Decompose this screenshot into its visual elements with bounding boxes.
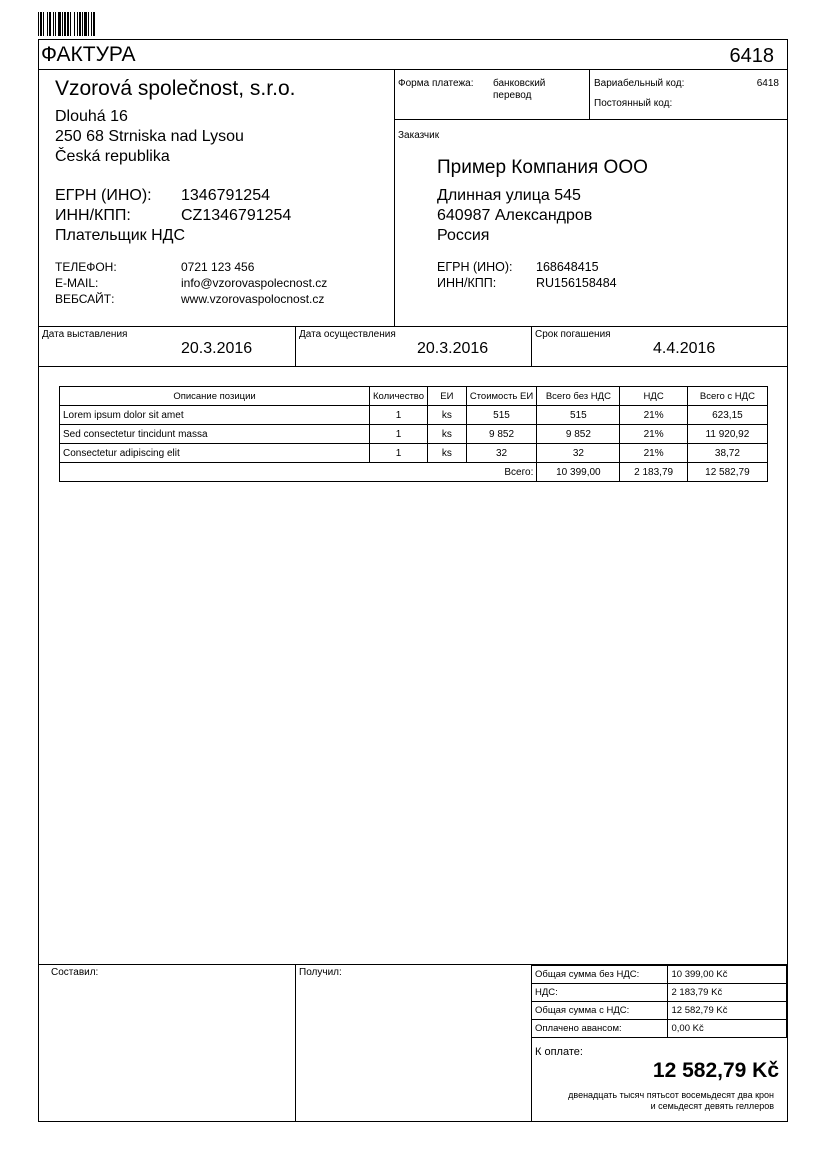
supplier-country: Česká republika <box>55 148 170 165</box>
due-date-label: Срок погашения <box>535 329 611 340</box>
divider <box>295 964 296 1122</box>
customer-label: Заказчик <box>398 130 440 141</box>
item-net-total: 9 852 <box>537 425 620 444</box>
items-table <box>59 386 768 482</box>
item-vat: 21% <box>620 406 687 425</box>
col-header-net-total: Всего без НДС <box>537 387 620 406</box>
issue-date-label: Дата выставления <box>42 329 128 340</box>
email-label: E-MAIL: <box>55 276 99 290</box>
item-unit: ks <box>428 425 467 444</box>
customer-street: Длинная улица 545 <box>437 187 581 204</box>
col-header-vat: НДС <box>620 387 687 406</box>
item-gross-total: 11 920,92 <box>687 425 767 444</box>
received-by-label: Получил: <box>299 967 342 978</box>
sum-gross-value: 12 582,79 Kč <box>668 1002 787 1020</box>
amount-in-words-line-2: и семьдесят девять геллеров <box>650 1101 774 1111</box>
divider <box>38 366 788 367</box>
item-unit: ks <box>428 406 467 425</box>
variable-code-label: Вариабельный код: <box>594 78 685 89</box>
items-header-row <box>60 387 768 406</box>
item-unit-price: 9 852 <box>466 425 537 444</box>
col-header-quantity: Количество <box>370 387 428 406</box>
to-pay-label: К оплате: <box>535 1046 583 1058</box>
col-header-unit: ЕИ <box>428 387 467 406</box>
payment-form-label: Форма платежа: <box>398 78 474 89</box>
item-quantity: 1 <box>370 406 428 425</box>
supplier-street: Dlouhá 16 <box>55 108 128 125</box>
summary-row <box>532 1002 787 1020</box>
document-title: ФАКТУРА <box>41 43 136 66</box>
payment-form-value-2: перевод <box>493 90 532 101</box>
email-value: info@vzorovaspolecnost.cz <box>181 276 328 290</box>
phone-label: ТЕЛЕФОН: <box>55 260 117 274</box>
item-net-total: 32 <box>537 444 620 463</box>
supply-date-value: 20.3.2016 <box>417 340 489 357</box>
supplier-vat-payer: Плательщик НДС <box>55 227 186 244</box>
divider <box>295 326 296 366</box>
customer-egrn-value: 168648415 <box>536 260 599 274</box>
issue-date-value: 20.3.2016 <box>181 340 253 357</box>
item-description: Lorem ipsum dolor sit amet <box>60 406 370 425</box>
supplier-inn-value: CZ1346791254 <box>181 207 292 224</box>
advance-label: Оплачено авансом: <box>532 1020 668 1038</box>
divider <box>531 326 532 366</box>
summary-row <box>532 1020 787 1038</box>
summary-row <box>532 984 787 1002</box>
divider <box>394 69 395 326</box>
item-vat: 21% <box>620 425 687 444</box>
summary-table <box>531 965 787 1038</box>
supplier-name: Vzorová společnost, s.r.o. <box>55 77 296 100</box>
supplier-egrn-value: 1346791254 <box>181 187 270 204</box>
customer-country: Россия <box>437 227 490 244</box>
item-unit: ks <box>428 444 467 463</box>
item-quantity: 1 <box>370 425 428 444</box>
barcode <box>38 12 120 36</box>
item-description: Sed consectetur tincidunt massa <box>60 425 370 444</box>
item-unit-price: 32 <box>466 444 537 463</box>
supplier-inn-label: ИНН/КПП: <box>55 207 131 224</box>
sum-net-label: Общая сумма без НДС: <box>532 966 668 984</box>
amount-in-words-line-1: двенадцать тысяч пятьсот восемьдесят два крон <box>568 1090 774 1100</box>
total-spacer <box>60 463 370 482</box>
customer-inn-label: ИНН/КПП: <box>437 276 497 290</box>
item-description: Consectetur adipiscing elit <box>60 444 370 463</box>
due-date-value: 4.4.2016 <box>653 340 716 357</box>
customer-inn-value: RU156158484 <box>536 276 617 290</box>
item-unit-price: 515 <box>466 406 537 425</box>
to-pay-amount: 12 582,79 Kč <box>652 1059 779 1082</box>
web-label: ВЕБСАЙТ: <box>55 292 115 306</box>
table-row <box>60 406 768 425</box>
supplier-egrn-label: ЕГРН (ИНО): <box>55 187 152 204</box>
items-total-row <box>60 463 768 482</box>
item-vat: 21% <box>620 444 687 463</box>
total-vat: 2 183,79 <box>620 463 687 482</box>
divider <box>394 119 788 120</box>
constant-code-label: Постоянный код: <box>594 98 673 109</box>
supply-date-label: Дата осуществления <box>299 329 396 340</box>
item-gross-total: 38,72 <box>687 444 767 463</box>
invoice-number: 6418 <box>729 45 774 67</box>
vat-label: НДС: <box>532 984 668 1002</box>
web-value: www.vzorovaspolocnost.cz <box>181 292 325 306</box>
table-row <box>60 425 768 444</box>
supplier-city: 250 68 Strniska nad Lysou <box>55 128 244 145</box>
vat-value: 2 183,79 Kč <box>668 984 787 1002</box>
total-gross: 12 582,79 <box>687 463 767 482</box>
divider <box>38 69 788 70</box>
summary-row <box>532 966 787 984</box>
advance-value: 0,00 Kč <box>668 1020 787 1038</box>
col-header-gross-total: Всего с НДС <box>687 387 767 406</box>
sum-net-value: 10 399,00 Kč <box>668 966 787 984</box>
divider <box>589 69 590 119</box>
variable-code-value: 6418 <box>756 78 779 89</box>
item-net-total: 515 <box>537 406 620 425</box>
total-spacer <box>428 463 467 482</box>
customer-city: 640987 Александров <box>437 207 593 224</box>
total-net: 10 399,00 <box>537 463 620 482</box>
divider <box>38 326 788 327</box>
item-gross-total: 623,15 <box>687 406 767 425</box>
total-label: Всего: <box>504 466 534 478</box>
sum-gross-label: Общая сумма с НДС: <box>532 1002 668 1020</box>
col-header-description: Описание позиции <box>60 387 370 406</box>
total-spacer <box>370 463 428 482</box>
customer-name: Пример Компания ООО <box>437 157 648 178</box>
customer-egrn-label: ЕГРН (ИНО): <box>437 260 513 274</box>
item-quantity: 1 <box>370 444 428 463</box>
col-header-unit-price: Стоимость ЕИ <box>466 387 537 406</box>
prepared-by-label: Составил: <box>51 967 99 978</box>
payment-form-value-1: банковский <box>493 78 546 89</box>
table-row <box>60 444 768 463</box>
phone-value: 0721 123 456 <box>181 260 255 274</box>
